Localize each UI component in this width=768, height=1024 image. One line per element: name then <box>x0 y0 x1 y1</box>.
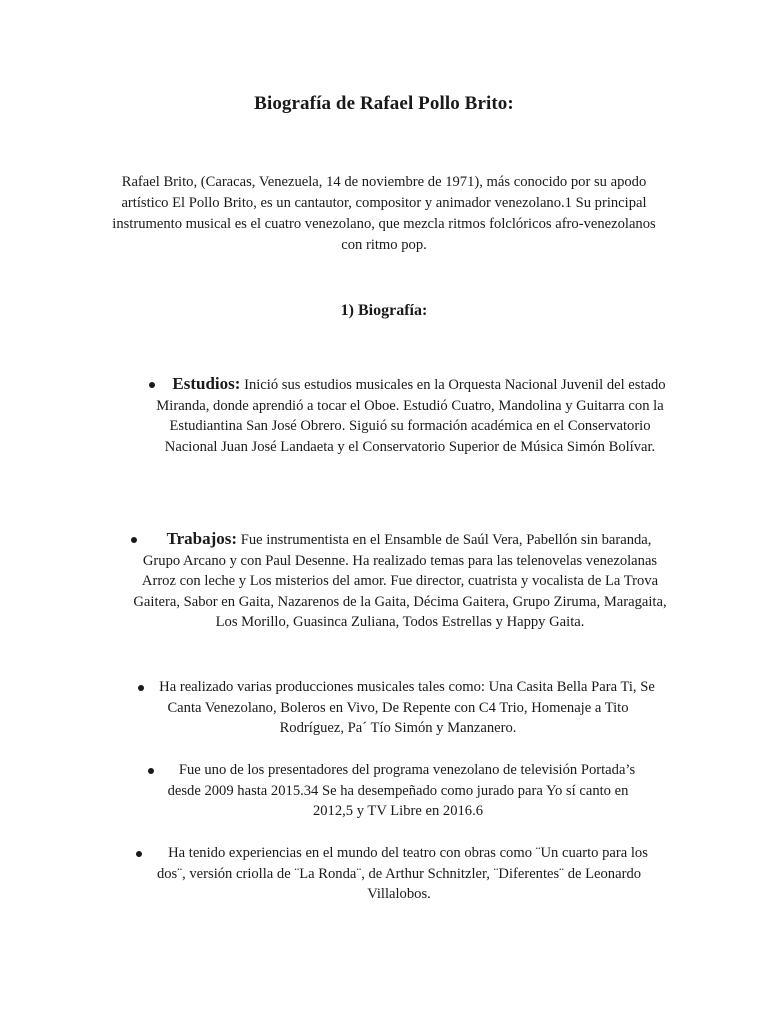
list-item-presentador <box>148 760 648 822</box>
list-item-estudios <box>150 374 670 457</box>
document-title: Biografía de Rafael Pollo Brito: <box>254 93 514 114</box>
item-text-teatro: Ha tenido experiencias en el mundo del teatro con obras como ¨Un cuarto para los dos¨, versión criolla de ¨La Ronda¨, de Arthur Schnitzler, ¨Diferentes¨ de Leonardo Villalobos. <box>156 845 648 902</box>
item-label-trabajos: Trabajos: <box>166 529 238 548</box>
list-item-producciones <box>138 677 658 739</box>
list-item-trabajos <box>132 529 668 633</box>
item-text-estudios: Inició sus estudios musicales en la Orquesta Nacional Juvenil del estado Miranda, donde aprendió a tocar el Oboe. Estudió Cuatro, Mandolina y Guitarra con la Estudiantina San José Obrero. Siguió su formación académica en el Conservatorio Nacional Juan José Landaeta y el Conservatorio Superior de Música Simón Bolívar. <box>156 377 666 455</box>
intro-paragraph: Rafael Brito, (Caracas, Venezuela, 14 de noviembre de 1971), más conocido por su apodo artístico El Pollo Brito, es un cantautor, compositor y animador venezolano.1 Su principal instrumento musical es el cuatro venezolano, que mezcla ritmos folclóricos afro-venezolanos con ritmo pop. <box>112 174 656 253</box>
item-text-trabajos: Fue instrumentista en el Ensamble de Saúl Vera, Pabellón sin baranda, Grupo Arcano y con Paul Desenne. Ha realizado temas para las telenovelas venezolanas Arroz con leche y Los misterios del amor. Fue director, cuatrista y vocalista de La Trova Gaitera, Sabor en Gaita, Nazarenos de la Gaita, Décima Gaitera, Grupo Ziruma, Maragaita, Los Morillo, Guasinca Zuliana, Todos Estrellas y Happy Gaita. <box>133 532 667 630</box>
section-heading-biografia: 1) Biografía: <box>340 302 428 319</box>
item-text-presentador: Fue uno de los presentadores del programa venezolano de televisión Portada’s desde 2009 hasta 2015.34 Se ha desempeñado como jurado para Yo sí canto en 2012,5 y TV Libre en 2016.6 <box>167 762 636 819</box>
list-item-teatro <box>136 843 662 905</box>
item-text-producciones: Ha realizado varias producciones musicales tales como: Una Casita Bella Para Ti, Se Canta Venezolano, Boleros en Vivo, De Repente con C4 Trio, Homenaje a Tito Rodríguez, Pa´ Tío Simón y Manzanero. <box>159 679 655 736</box>
item-label-estudios: Estudios: <box>172 374 241 393</box>
